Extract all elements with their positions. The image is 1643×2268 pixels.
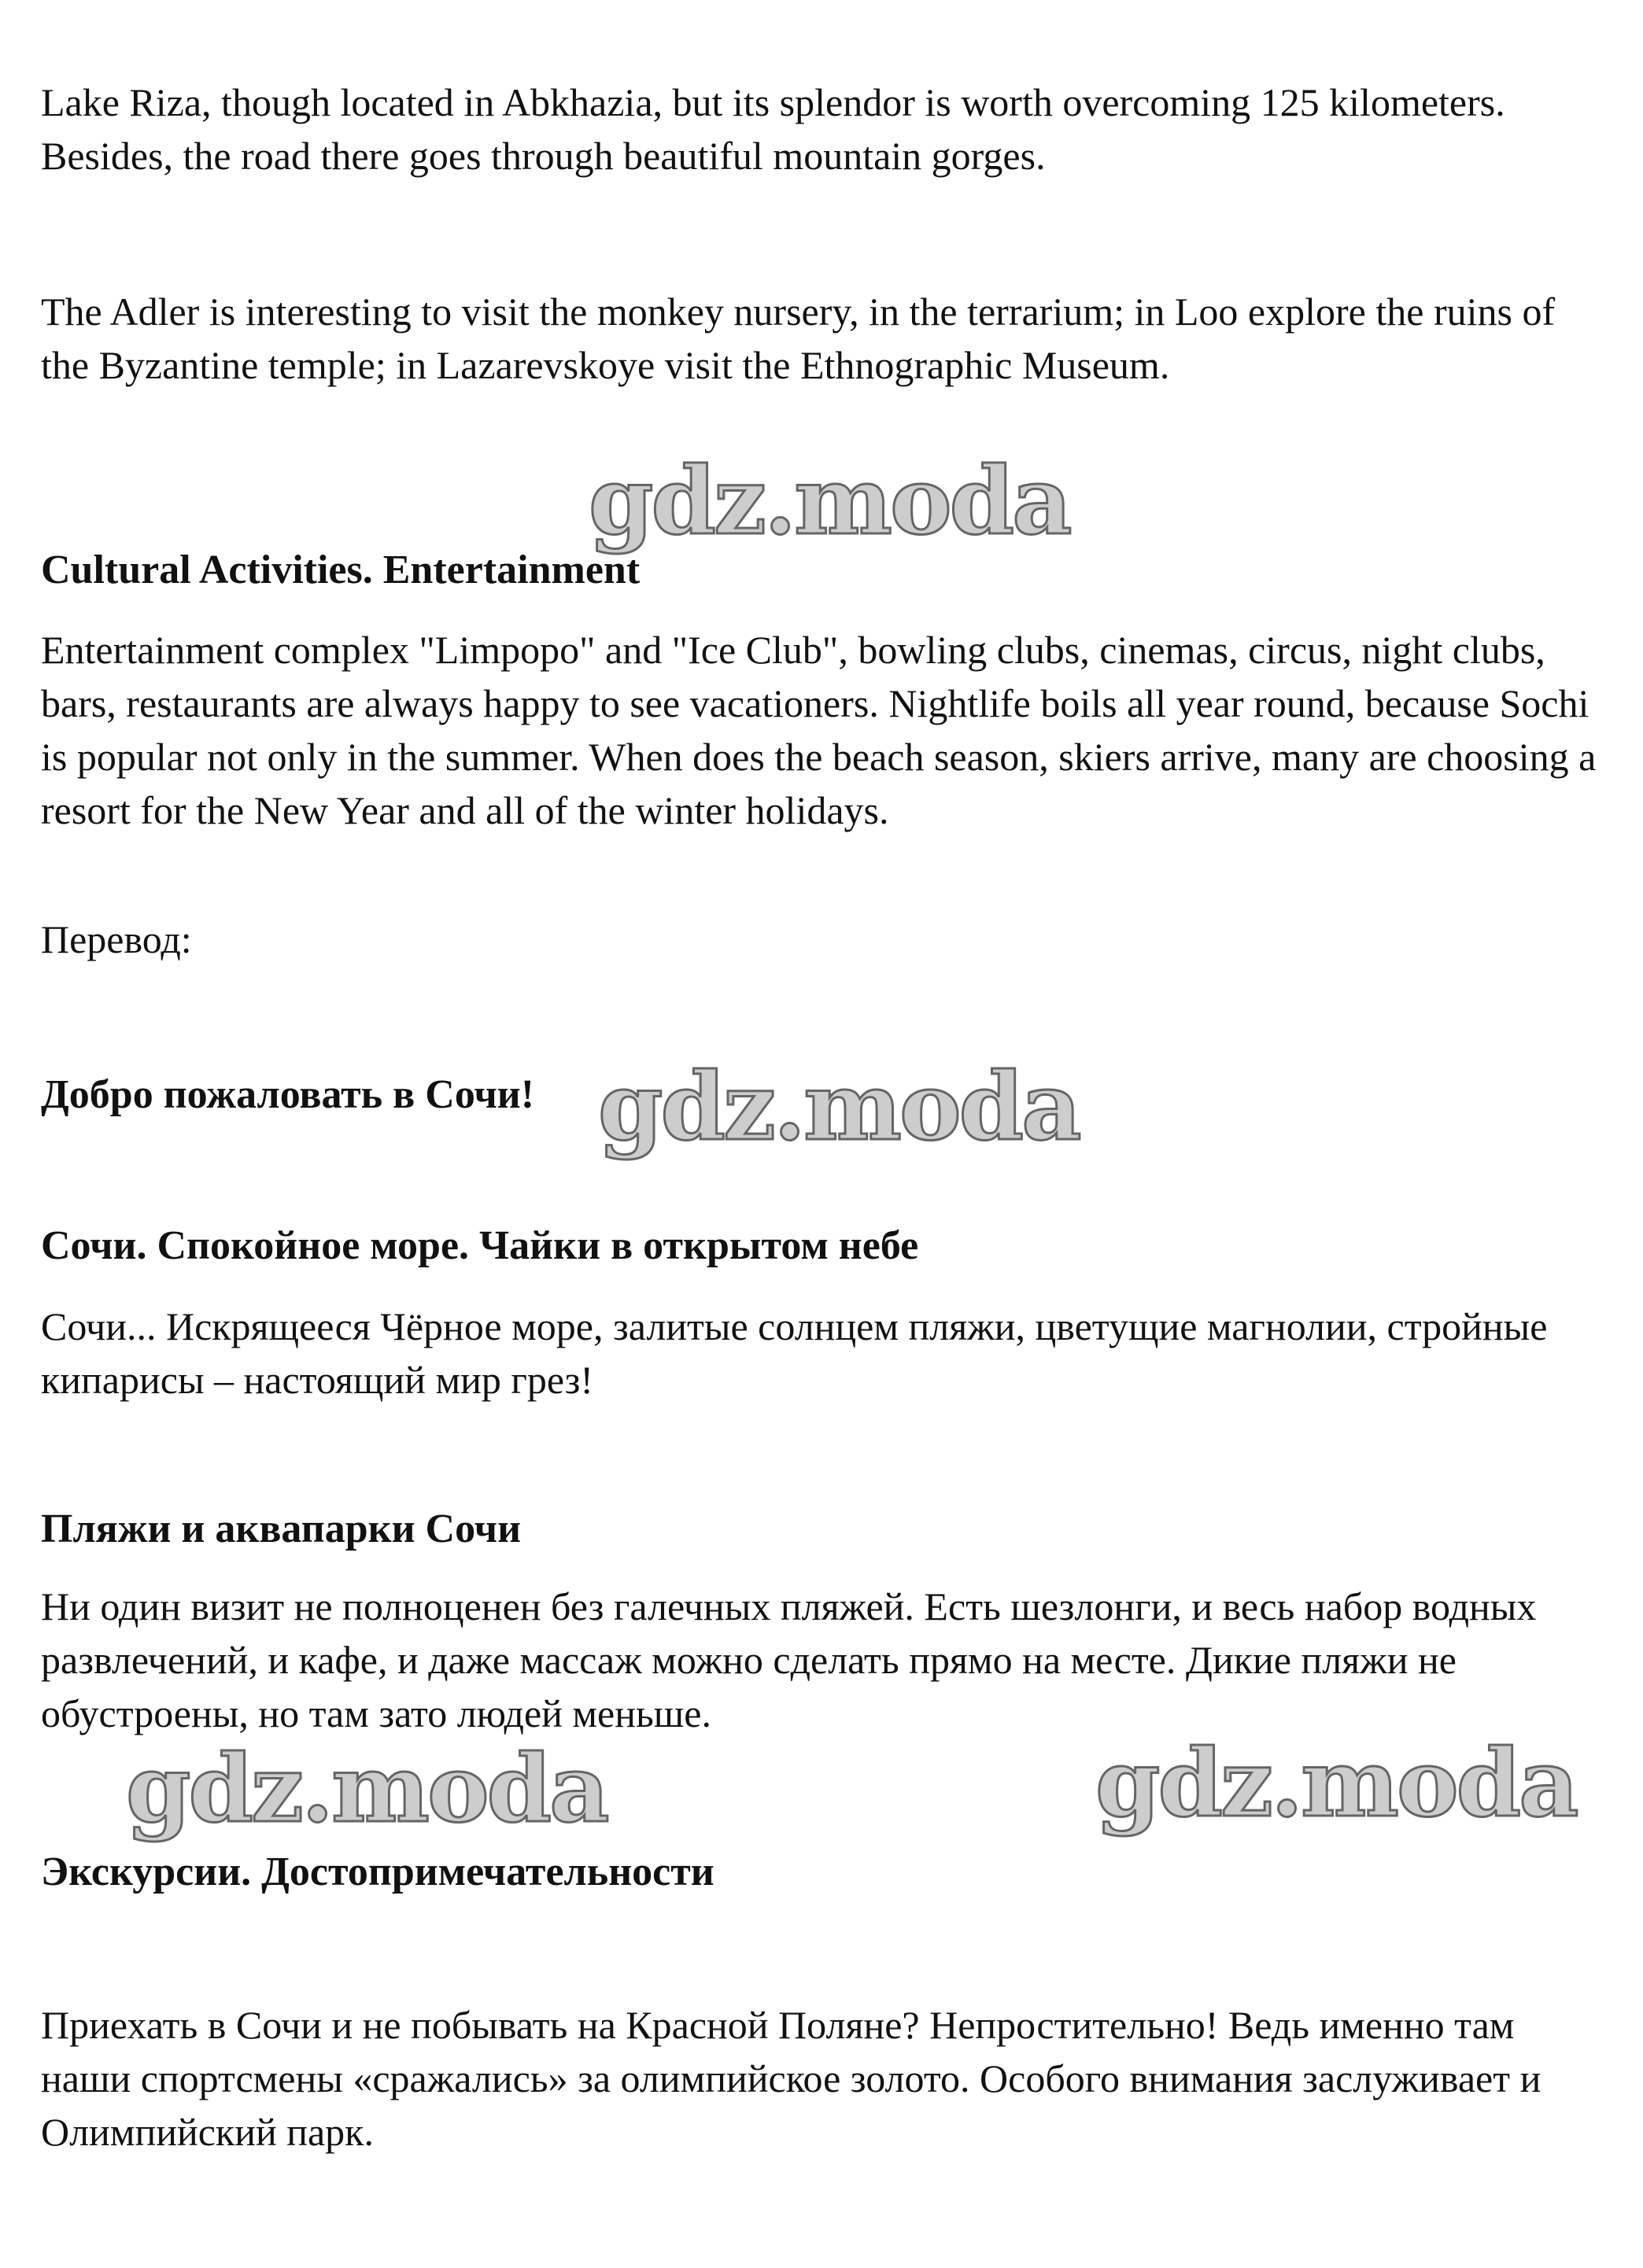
watermark-logo: gdz.moda <box>598 1052 1080 1161</box>
heading-cultural-activities: Cultural Activities. Entertainment <box>41 548 641 592</box>
heading-calm-sea: Сочи. Спокойное море. Чайки в открытом небе <box>41 1223 919 1268</box>
heading-welcome-sochi: Добро пожаловать в Сочи! <box>41 1072 535 1117</box>
paragraph-cultural-activities: Entertainment complex "Limpopo" and "Ice Club", bowling clubs, cinemas, circus, night clubs, bars, restaurants are always happy to see vacationers. Nightlife boils all year round, because Sochi is popular not only in the summer. When does the beach season, skiers arrive, many are choosing a resort for the New Year and all of the winter holidays. <box>41 628 1597 832</box>
watermark-logo: gdz.moda <box>1095 1728 1577 1838</box>
paragraph-beaches-aquaparks: Ни один визит не полноценен без галечных пляжей. Есть шезлонги, и весь набор водных развлечений, и кафе, и даже массаж можно сделать прямо на месте. Дикие пляжи не обустроены, но там зато людей меньше. <box>41 1584 1537 1735</box>
heading-beaches-aquaparks: Пляжи и аквапарки Сочи <box>41 1506 522 1551</box>
heading-excursions: Экскурсии. Достопримечательности <box>41 1849 714 1894</box>
paragraph-calm-sea: Сочи... Искрящееся Чёрное море, залитые солнцем пляжи, цветущие магнолии, стройные кипарисы – настоящий мир грез! <box>41 1304 1548 1402</box>
paragraph-excursions: Приехать в Сочи и не побывать на Красной Поляне? Непростительно! Ведь именно там наши спортсмены «сражались» за олимпийское золото. Особого внимания заслуживает и Олимпийский парк. <box>41 2003 1541 2154</box>
paragraph-adler: The Adler is interesting to visit the monkey nursery, in the terrarium; in Loo explore the ruins of the Byzantine temple; in Lazarevskoye visit the Ethnographic Museum. <box>41 289 1556 387</box>
watermark-logo: gdz.moda <box>126 1734 607 1843</box>
watermark-logo: gdz.moda <box>589 446 1070 555</box>
translation-label: Перевод: <box>41 917 192 961</box>
paragraph-lake-riza: Lake Riza, though located in Abkhazia, but its splendor is worth overcoming 125 kilometers. Besides, the road there goes through beautiful mountain gorges. <box>41 80 1505 178</box>
